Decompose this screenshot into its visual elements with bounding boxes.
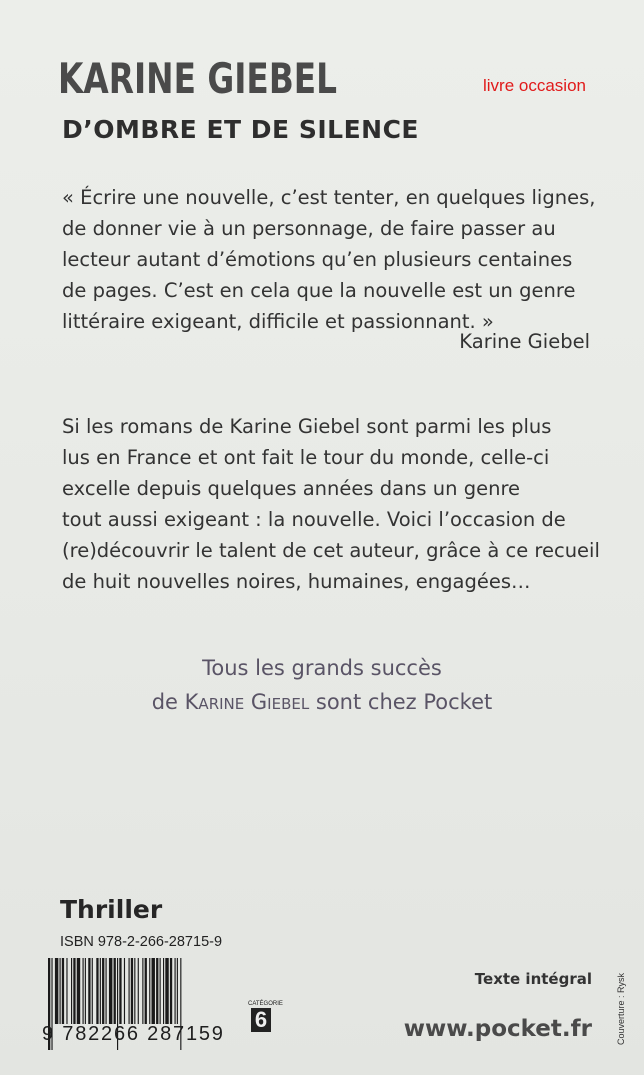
quote-line: littéraire exigeant, difficile et passionnant. » (62, 310, 494, 333)
blurb-line: excelle depuis quelques années dans un genre (62, 477, 521, 500)
promo-block (0, 651, 644, 719)
cover-credit: Couverture : Rysk (616, 972, 626, 1045)
blurb-line: tout aussi exigeant : la nouvelle. Voici l’occasion de (62, 508, 566, 531)
book-title: D’OMBRE ET DE SILENCE (62, 115, 419, 144)
blurb-line: lus en France et ont fait le tour du monde, celle-ci (62, 446, 550, 469)
quote-line: de donner vie à un personnage, de faire passer au (62, 217, 556, 240)
quote-line: de pages. C’est en cela que la nouvelle est un genre (62, 279, 576, 302)
author-name: KARINE GIEBEL (58, 54, 338, 103)
promo-prefix: de (151, 690, 185, 714)
website-link[interactable]: www.pocket.fr (403, 1016, 592, 1042)
quote-line: « Écrire une nouvelle, c’est tenter, en quelques lignes, (62, 186, 596, 209)
isbn-text: ISBN 978-2-266-28715-9 (60, 934, 223, 950)
blurb-block (62, 411, 612, 597)
blurb-line: de huit nouvelles noires, humaines, engagées… (62, 570, 531, 593)
blurb-line: (re)découvrir le talent de cet auteur, grâce à ce recueil (62, 539, 600, 562)
category-label: CATÉGORIE (248, 1001, 283, 1007)
category-badge (248, 1000, 283, 1040)
watermark-text: livre occasion (483, 76, 586, 95)
promo-author: Karine Giebel (184, 690, 310, 714)
category-number: 6 (251, 1008, 271, 1032)
blurb-line: Si les romans de Karine Giebel sont parmi les plus (62, 415, 552, 438)
promo-line-1: Tous les grands succès (202, 656, 442, 680)
quote-line: lecteur autant d’émotions qu’en plusieurs centaines (62, 248, 573, 271)
quote-block (62, 182, 602, 337)
barcode-digits: 9 782266 287159 (42, 1023, 225, 1045)
integral-text: Texte intégral (474, 970, 592, 988)
genre-label: Thriller (60, 895, 163, 924)
promo-line-2 (0, 685, 644, 719)
promo-suffix: sont chez Pocket (309, 690, 493, 714)
quote-attribution: Karine Giebel (459, 330, 590, 353)
